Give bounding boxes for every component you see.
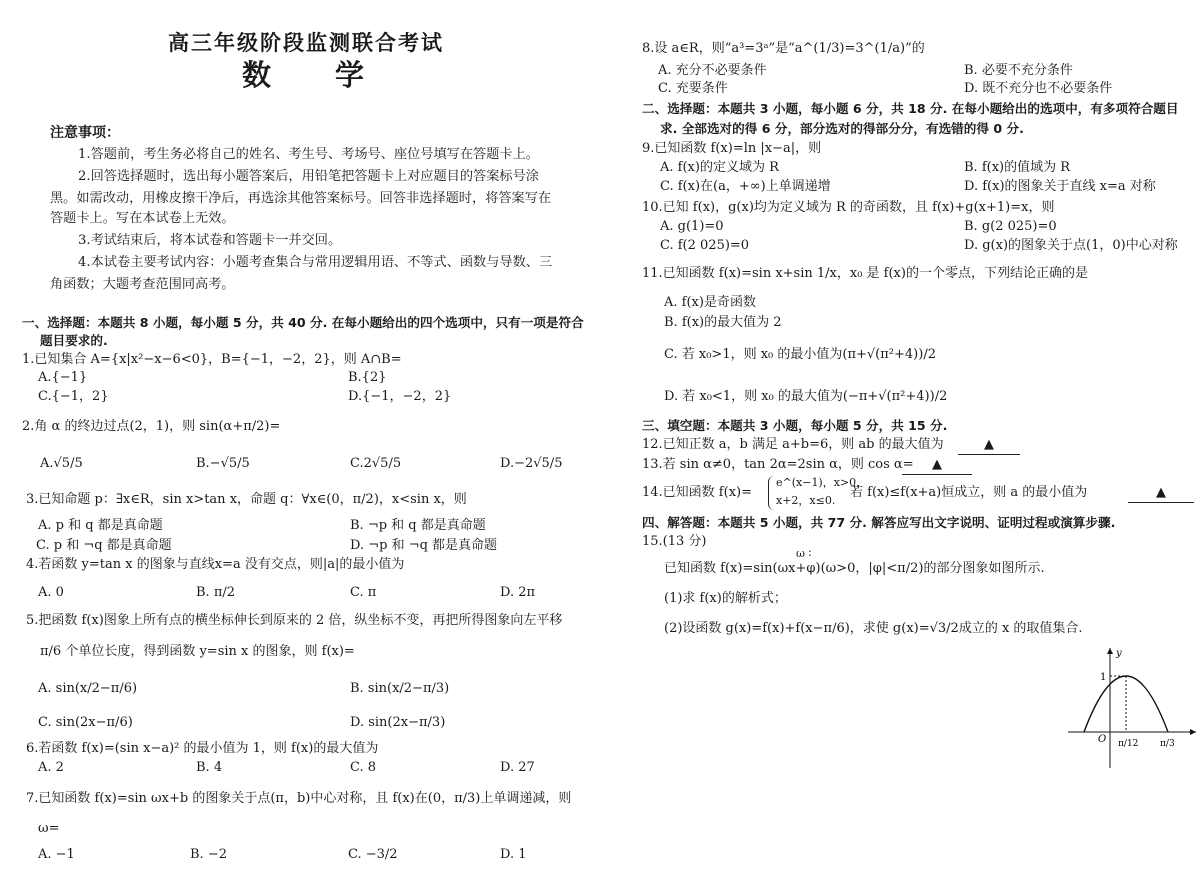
answer-blank [958, 436, 1020, 455]
question-stem: 已知函数 f(x)=sin(ωx+φ)(ω>0，|φ|<π/2)的部分图象如图所示. [664, 561, 1045, 576]
y-arrow-icon [1107, 648, 1113, 654]
notice-line: 1.答题前，考生务必将自己的姓名、考生号、考场号、座位号填写在答题卡上。 [78, 147, 539, 162]
option: B. 4 [196, 760, 223, 775]
y-axis-label: y [1116, 648, 1122, 659]
option: A. p 和 q 都是真命题 [38, 518, 163, 533]
option: B. g(2 025)=0 [964, 219, 1057, 234]
option: A. sin(x/2−π/6) [38, 681, 138, 696]
option: A. 2 [38, 760, 64, 775]
option: C. p 和 ¬q 都是真命题 [36, 538, 172, 553]
option: A.{−1} [38, 370, 88, 385]
question-stem: 3.已知命题 p：∃x∈R，sin x>tan x，命题 q：∀x∈(0，π/2)，x<sin x，则 [26, 492, 467, 507]
notice-line: 4.本试卷主要考试内容：小题考查集合与常用逻辑用语、不等式、函数与导数、三 [78, 255, 553, 270]
option: D. 27 [500, 760, 535, 775]
option: C. sin(2x−π/6) [38, 715, 133, 730]
option: C. π [350, 585, 377, 600]
option: D. 既不充分也不必要条件 [964, 81, 1113, 96]
triangle-icon: ▲ [984, 437, 994, 452]
piecewise-case: e^(x−1)，x>0， [776, 476, 868, 489]
option: A. f(x)的定义域为 R [660, 160, 779, 175]
notice-line: 角函数；大题考查范围同高考。 [50, 277, 235, 292]
option: B. f(x)的值域为 R [964, 160, 1071, 175]
question-stem: 5.把函数 f(x)图象上所有点的横坐标伸长到原来的 2 倍，纵坐标不变，再把所得图象向左平移 [26, 613, 563, 628]
option: C. −3/2 [348, 847, 398, 862]
exam-title: 高三年级阶段监测联合考试 [168, 31, 444, 55]
option: D.−2√5/5 [500, 456, 563, 471]
section-heading: 一、选择题：本题共 8 小题，每小题 5 分，共 40 分. 在每小题给出的四个选项中，只有一项是符合 [22, 315, 584, 330]
question-stem: 4.若函数 y=tan x 的图象与直线x=a 没有交点，则|a|的最小值为 [26, 557, 405, 572]
option: C. 8 [350, 760, 377, 775]
section-heading: 二、选择题：本题共 3 小题，每小题 6 分，共 18 分. 在每小题给出的选项中，有多项符合题目 [642, 101, 1179, 116]
option: C.{−1，2} [38, 389, 109, 404]
section-heading: 四、解答题：本题共 5 小题，共 77 分. 解答应写出文字说明、证明过程或演算步骤. [642, 515, 1116, 530]
option: D. g(x)的图象关于点(1，0)中心对称 [964, 238, 1178, 253]
handwritten-note: ω ∶ [796, 547, 812, 560]
question-stem: 7.已知函数 f(x)=sin ωx+b 的图象关于点(π，b)中心对称，且 f(x)在(0，π/3)上单调递减，则 [26, 791, 572, 806]
option: A. g(1)=0 [660, 219, 724, 234]
question-stem: 6.若函数 f(x)=(sin x−a)² 的最小值为 1，则 f(x)的最大值为 [26, 741, 379, 756]
section-heading: 求. 全部选对的得 6 分，部分选对的得部分分，有选错的得 0 分. [660, 121, 1024, 136]
function-graph [1060, 640, 1200, 770]
option: B. sin(x/2−π/3) [350, 681, 450, 696]
question-stem: 13.若 sin α≠0，tan 2α=2sin α，则 cos α= [642, 457, 914, 472]
question-stem: 8.设 a∈R，则“a³=3ᵃ”是“a^(1/3)=3^(1/a)”的 [642, 41, 925, 56]
option: B. ¬p 和 q 都是真命题 [350, 518, 486, 533]
answer-blank [1128, 484, 1194, 503]
option: C.2√5/5 [350, 456, 402, 471]
question-stem: 11.已知函数 f(x)=sin x+sin 1/x，x₀ 是 f(x)的一个零点，下列结论正确的是 [642, 266, 1088, 281]
question-part: (2)设函数 g(x)=f(x)+f(x−π/6)，求使 g(x)=√3/2成立的 x 的取值集合. [664, 621, 1083, 636]
option: A. f(x)是奇函数 [664, 295, 756, 310]
option: D. ¬p 和 ¬q 都是真命题 [350, 538, 498, 553]
x-arrow-icon [1190, 729, 1196, 735]
notice-line: 3.考试结束后，将本试卷和答题卡一并交回。 [78, 233, 342, 248]
option: B.{2} [348, 370, 387, 385]
question-part: (1)求 f(x)的解析式； [664, 591, 787, 606]
question-stem: ω= [38, 821, 60, 836]
option: D. 2π [500, 585, 536, 600]
option: D. 若 x₀<1，则 x₀ 的最大值为(−π+√(π²+4))/2 [664, 389, 948, 404]
notice-line: 答题卡上。写在本试卷上无效。 [50, 211, 235, 226]
option: C. f(2 025)=0 [660, 238, 750, 253]
option: C. 若 x₀>1，则 x₀ 的最小值为(π+√(π²+4))/2 [664, 347, 936, 362]
triangle-icon: ▲ [1156, 485, 1166, 500]
question-stem: 2.角 α 的终边过点(2，1)，则 sin(α+π/2)= [22, 419, 281, 434]
question-stem: 10.已知 f(x)，g(x)均为定义域为 R 的奇函数，且 f(x)+g(x+1)=x，则 [642, 200, 1055, 215]
option: C. f(x)在(a，+∞)上单调递增 [660, 179, 831, 194]
option: B. f(x)的最大值为 2 [664, 315, 782, 330]
x-tick-label: π/3 [1160, 739, 1175, 749]
question-stem: 14.已知函数 f(x)= [642, 485, 752, 500]
option: B. −2 [190, 847, 227, 862]
section-heading: 题目要求的. [40, 333, 108, 348]
question-stem: π/6 个单位长度，得到函数 y=sin x 的图象，则 f(x)= [40, 644, 355, 659]
option: A.√5/5 [40, 456, 83, 471]
option: A. 0 [38, 585, 64, 600]
answer-blank [902, 456, 972, 475]
option: B. 必要不充分条件 [964, 63, 1073, 78]
question-stem: 15.(13 分) [642, 534, 707, 549]
origin-label: O [1098, 734, 1107, 745]
piecewise-case: x+2，x≤0. [776, 494, 836, 507]
option: C. 充要条件 [658, 81, 728, 96]
question-stem: 1.已知集合 A={x|x²−x−6<0}，B={−1，−2，2}，则 A∩B= [22, 352, 402, 367]
option: D. sin(2x−π/3) [350, 715, 446, 730]
option: B.−√5/5 [196, 456, 250, 471]
question-stem: 若 f(x)≤f(x+a)恒成立，则 a 的最小值为 [850, 485, 1088, 500]
x-tick-label: π/12 [1118, 739, 1139, 749]
option: A. 充分不必要条件 [658, 63, 767, 78]
option: D.{−1，−2，2} [348, 389, 452, 404]
triangle-icon: ▲ [932, 457, 942, 472]
question-stem: 9.已知函数 f(x)=ln |x−a|，则 [642, 141, 822, 156]
section-heading: 三、填空题：本题共 3 小题，每小题 5 分，共 15 分. [642, 418, 948, 433]
option: D. 1 [500, 847, 527, 862]
notice-heading: 注意事项： [50, 125, 120, 141]
y-tick-label: 1 [1100, 672, 1107, 683]
notice-line: 2.回答选择题时，选出每小题答案后，用铅笔把答题卡上对应题目的答案标号涂 [78, 169, 539, 184]
option: A. −1 [38, 847, 75, 862]
option: B. π/2 [196, 585, 236, 600]
subject-title: 数 学 [242, 58, 367, 92]
option: D. f(x)的图象关于直线 x=a 对称 [964, 179, 1156, 194]
notice-line: 黑。如需改动，用橡皮擦干净后，再选涂其他答案标号。回答非选择题时，将答案写在 [50, 191, 552, 206]
question-stem: 12.已知正数 a，b 满足 a+b=6，则 ab 的最大值为 [642, 437, 944, 452]
